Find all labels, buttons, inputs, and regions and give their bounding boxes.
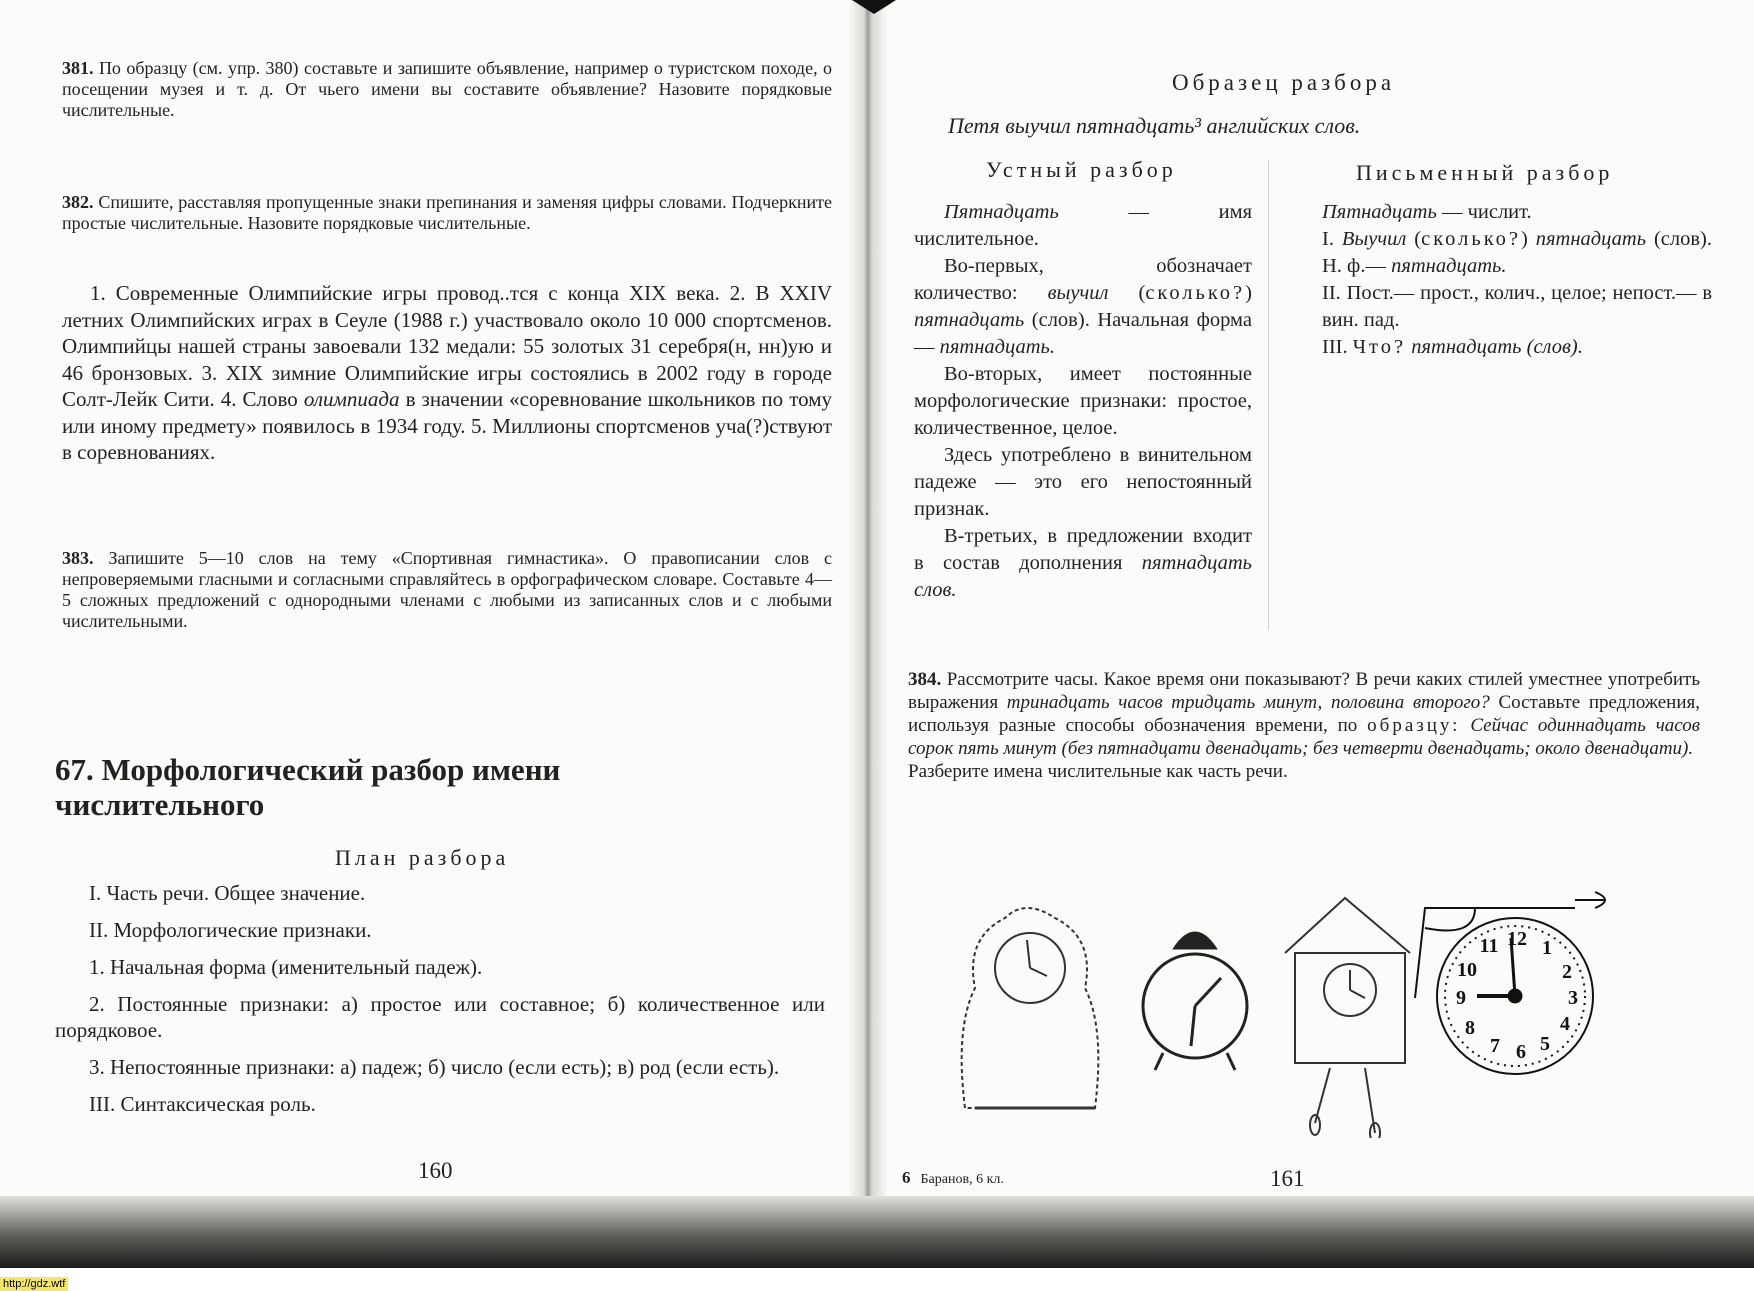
exercise-text: Запишите 5—10 слов на тему «Спортивная гимнастика». О правописании слов с непроверяемыми гласными и согласными справляйтесь в орфографическом словаре. Составьте 4—5 сложных предложений с однородными членами с любыми из записанных слов и с любыми числительными. — [62, 548, 833, 631]
alarm-clock-icon — [1143, 933, 1247, 1070]
plan-list — [55, 880, 825, 1128]
book-gutter — [848, 0, 888, 1250]
sample-sentence: Петя выучил пятнадцать³ английских слов. — [948, 113, 1361, 138]
exercise-number: 382. — [62, 192, 94, 212]
gutter-mark — [852, 0, 896, 14]
exercise-384: 384. Рассмотрите часы. Какое время они показывают? В речи каких стилей уместнее употребить выражения тринадцать часов тридцать минут, половина второго? Составьте предложения, используя разные способы обозначения времени, по образцу: Сейчас одиннадцать часов сорок пять минут (без пятнадцати двенадцать; без четверти двенадцать; около двенадцати). Разберите имена числительные как часть речи. — [908, 669, 1701, 782]
exercise-number: 384. — [908, 669, 942, 690]
ornate-clock-icon — [962, 908, 1099, 1108]
oral-analysis: Пятнадцать — имя числительное. Во-первых, обозначает количество: выучил (сколько?) пятнадцать (слов). Начальная форма — пятнадцать. Во-вторых, имеет постоянные морфологические признаки: простое, количественное, целое. Здесь употреблено в винительном падеже — это его непостоянный признак. В-третьих, в предложении входит в состав дополнения пятнадцать слов. — [914, 201, 1252, 601]
oral-heading: Устный разбор — [986, 157, 1177, 182]
clock-numeral: 7 — [1490, 1035, 1500, 1057]
print-signature: 6 Баранов, 6 кл. — [902, 1168, 1004, 1187]
clock-numeral: 12 — [1507, 928, 1527, 950]
cuckoo-clock-icon — [1285, 898, 1410, 1138]
scan-bottom-shadow — [0, 1196, 1754, 1268]
exercise-383 — [62, 548, 832, 632]
written-heading: Письменный разбор — [1356, 160, 1614, 185]
plan-item: 1. Начальная форма (именительный падеж). — [89, 955, 483, 979]
clock-numeral: 3 — [1568, 987, 1578, 1009]
page-number: 161 — [1270, 1166, 1305, 1191]
watermark-url: http://gdz.wtf — [0, 1277, 68, 1291]
plan-item: 3. Непостоянные признаки: а) падеж; б) число (если есть); в) род (если есть). — [89, 1055, 780, 1079]
exercise-text: Спишите, расставляя пропущенные знаки препинания и заменяя цифры словами. Подчеркните простые числительные. Назовите порядковые числительные. — [62, 192, 832, 233]
left-page — [0, 0, 862, 1250]
plan-item: I. Часть речи. Общее значение. — [89, 881, 366, 905]
column-divider — [1268, 160, 1269, 630]
written-analysis: Пятнадцать — числит. I. Выучил (сколько?) пятнадцать (слов). Н. ф.— пятнадцать. II. Пост.— прост., колич., целое; непост.— в вин. пад. III. Что? пятнадцать (слов). — [1322, 201, 1713, 358]
exercise-382 — [62, 192, 832, 234]
clock-numeral: 9 — [1456, 987, 1466, 1009]
plan-item: II. Морфологические признаки. — [89, 918, 372, 942]
clock-numeral: 4 — [1560, 1013, 1570, 1035]
clock-numeral: 5 — [1540, 1033, 1550, 1055]
wall-clock-icon — [1415, 892, 1605, 1074]
clock-numeral: 2 — [1562, 961, 1572, 983]
exercise-text: По образцу (см. упр. 380) составьте и запишите объявление, например о туристском походе, о посещении музея и т. д. От чьего имени вы составите объявление? Назовите порядковые числительные. — [62, 58, 833, 120]
exercise-382-body: 1. Современные Олимпийские игры провод..тся с конца XIX века. 2. В XXIV летних Олимпийских играх в Сеуле (1988 г.) участвовало около 10 000 спортсменов. Олимпийцы нашей страны завоевали 132 медали: 55 золотых 31 серебря(н, нн)ую и 46 бронзовых. 3. XIX зимние Олимпийские игры состоялись в 2002 году в городе Солт-Лейк Сити. 4. Слово олимпиада в значении «соревнование школьников по тому или иному предмету» появилось в 1934 году. 5. Миллионы спортсменов уча(?)ствуют в соревнованиях. — [62, 281, 832, 464]
clock-numeral: 6 — [1516, 1041, 1526, 1063]
section-title: 67. Морфологический разбор имени числительного — [55, 752, 561, 822]
exercise-number: 383. — [62, 548, 94, 568]
exercise-381 — [62, 58, 832, 121]
clock-numeral: 8 — [1465, 1017, 1475, 1039]
clock-numeral: 1 — [1542, 937, 1552, 959]
clocks-illustration — [955, 878, 1625, 1138]
plan-item: III. Синтаксическая роль. — [89, 1092, 316, 1116]
clock-numeral: 11 — [1479, 935, 1499, 957]
page-number: 160 — [418, 1158, 453, 1183]
exercise-number: 381. — [62, 58, 94, 78]
plan-item: 2. Постоянные признаки: а) простое или составное; б) количественное или порядковое. — [55, 992, 825, 1042]
right-page — [868, 0, 1754, 1250]
clock-numeral: 10 — [1457, 959, 1477, 981]
plan-heading: План разбора — [335, 845, 510, 870]
sample-heading: Образец разбора — [1172, 70, 1396, 95]
